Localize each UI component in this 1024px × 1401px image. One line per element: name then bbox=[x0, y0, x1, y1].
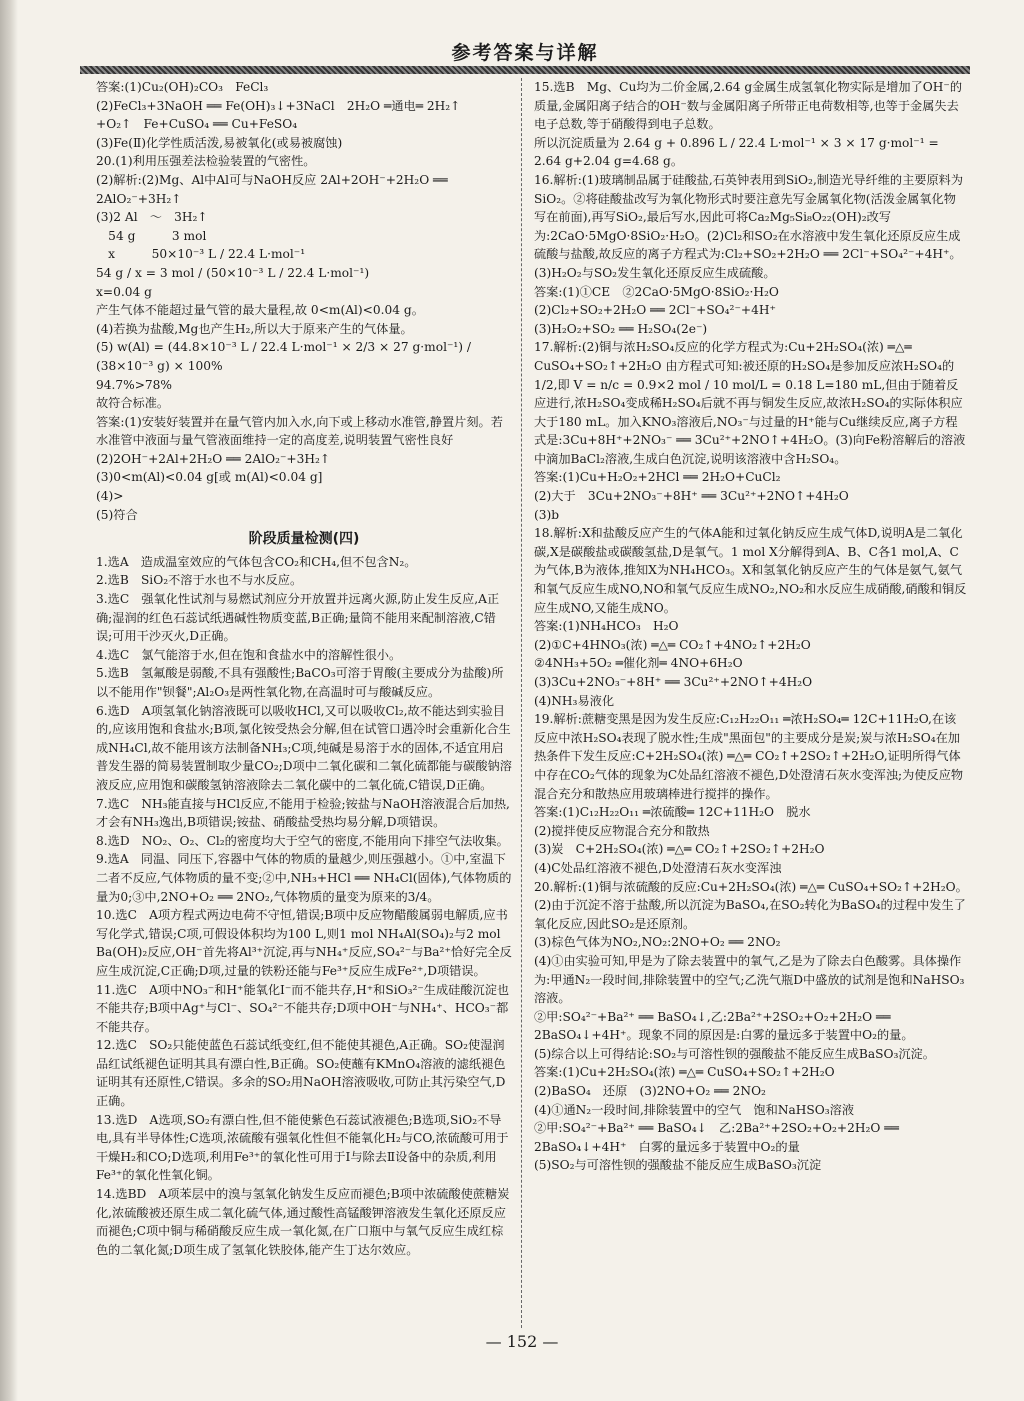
text-line: (2)Cl₂+SO₂+2H₂O ══ 2Cl⁻+SO₄²⁻+4H⁺ bbox=[534, 303, 776, 318]
text-line: 答案:(1)Cu+2H₂SO₄(浓) ═△═ CuSO₄+SO₂↑+2H₂O bbox=[534, 1065, 835, 1080]
text-line: (3)炭 C+2H₂SO₄(浓) ═△═ CO₂↑+2SO₂↑+2H₂O bbox=[534, 842, 825, 857]
page-number: — 152 — bbox=[485, 1332, 559, 1351]
text-line: 1.选A 造成温室效应的气体包含CO₂和CH₄,但不包含N₂。 bbox=[96, 554, 417, 569]
text-line: 9.选A 同温、同压下,容器中气体的物质的量越少,则压强越小。①中,室温下二者不反应,气体物质的量不变;②中,NH₃+HCl ══ NH₄Cl(固体),气体物质的量为0;③中,2NO+O₂ ══ 2NO₂,气体物质的量变为原来的3/4。 bbox=[96, 852, 512, 904]
text-line: (2)搅拌使反应物混合充分和散热 bbox=[534, 823, 710, 838]
text-line: 答案:(1)①CE ②2CaO·5MgO·8SiO₂·H₂O bbox=[534, 284, 779, 299]
text-line: (2)解析:(2)Mg、Al中Al可与NaOH反应 2Al+2OH⁻+2H₂O ══ bbox=[96, 172, 448, 187]
text-line: (3)2 Al ～ 3H₂↑ bbox=[96, 210, 208, 225]
text-line: (2)由于沉淀不溶于盐酸,所以沉淀为BaSO₄,在SO₂转化为BaSO₄的过程中发生了氧化反应,因此SO₂是还原剂。 bbox=[534, 898, 966, 931]
section-title: 阶段质量检测(四) bbox=[248, 531, 360, 548]
left-column-after-section bbox=[96, 553, 512, 1260]
text-line: x 50×10⁻³ L / 22.4 L·mol⁻¹ bbox=[96, 247, 306, 262]
text-line: 16.解析:(1)玻璃制品属于硅酸盐,石英钟表用到SiO₂,制造光导纤维的主要原料为SiO₂。②将硅酸盐改写为氧化物形式时要注意先写金属氧化物(活泼金属氧化物写在前面),再写SiO₂,最后写水,因此可将Ca₂Mg₅Si₈O₂₂(OH)₂改写为:2CaO·5MgO·8SiO₂·H₂O。(2)Cl₂和SO₂在水溶液中发生氧化还原反应生成硫酸与盐酸,故反应的离子方程式为:Cl₂+SO₂+2H₂O ══ 2Cl⁻+SO₄²⁻+4H⁺。(3)H₂O₂与SO₂发生氧化还原反应生成硫酸。 bbox=[534, 172, 964, 280]
text-line: 答案:(1)Cu+H₂O₂+2HCl ══ 2H₂O+CuCl₂ bbox=[534, 470, 781, 485]
text-line: 13.选D A选项,SO₂有漂白性,但不能使紫色石蕊试液褪色;B选项,SiO₂不导电,具有半导体性;C选项,浓硫酸有强氧化性但不能氧化H₂与CO,浓硫酸可用于干燥H₂和CO;D选项,利用Fe³⁺的氧化性可用于Ⅰ与除去Ⅱ设备中的杂质,利用Fe³⁺的氧化性氧化铜。 bbox=[96, 1112, 509, 1183]
text-line: (5)符合 bbox=[96, 507, 138, 522]
text-line: 11.选C A项中NO₃⁻和H⁺能氧化I⁻而不能共存,H⁺和SiO₃²⁻生成硅酸沉淀也不能共存;B项中Ag⁺与Cl⁻、SO₄²⁻不能共存;D项中OH⁻与NH₄⁺、HCO₃⁻都不能共存。 bbox=[96, 982, 510, 1034]
text-line: +O₂↑ Fe+CuSO₄ ══ Cu+FeSO₄ bbox=[96, 117, 298, 132]
text-line: (3)0<m(Al)<0.04 g[或 m(Al)<0.04 g] bbox=[96, 470, 323, 485]
text-line: ②甲:SO₄²⁻+Ba²⁺ ══ BaSO₄↓,乙:2Ba²⁺+2SO₂+O₂+2H₂O ══ 2BaSO₄↓+4H⁺。现象不同的原因是:白雾的量远多于装置中O₂的量。 bbox=[534, 1009, 914, 1043]
text-line: x=0.04 g bbox=[96, 284, 152, 299]
text-line: 20.解析:(1)铜与浓硫酸的反应:Cu+2H₂SO₄(浓) ═△═ CuSO₄+SO₂↑+2H₂O。 bbox=[534, 879, 968, 894]
text-line: 54 g / x = 3 mol / (50×10⁻³ L / 22.4 L·mol⁻¹) bbox=[96, 265, 370, 280]
text-line: 答案:(1)NH₄HCO₃ H₂O bbox=[534, 619, 679, 634]
text-line: 8.选D NO₂、O₂、Cl₂的密度均大于空气的密度,不能用向下排空气法收集。 bbox=[96, 833, 509, 848]
text-line: (2)2OH⁻+2Al+2H₂O ══ 2AlO₂⁻+3H₂↑ bbox=[96, 451, 331, 466]
header-hatch-bar bbox=[80, 66, 970, 74]
text-line: 6.选D A项氢氧化钠溶液既可以吸收HCl,又可以吸收Cl₂,故不能达到实验目的,应该用饱和食盐水;B项,氯化铵受热会分解,但在试管口遇冷时会重新化合生成NH₄Cl,故不能用该方法制备NH₃;C项,纯碱是易溶于水的固体,不适宜用启普发生器的简易装置制取少量CO₂;D项中二氧化碳和二氧化硫都能与碳酸钠溶液反应,应用饱和碳酸氢钠溶液除去二氧化碳中的二氧化硫,C错误,D正确。 bbox=[96, 703, 512, 792]
text-line: ②甲:SO₄²⁻+Ba²⁺ ══ BaSO₄↓ 乙:2Ba²⁺+2SO₂+O₂+2H₂O ══ 2BaSO₄↓+4H⁺ 白雾的量远多于装置中O₂的量 bbox=[534, 1121, 899, 1154]
right-column-body bbox=[534, 78, 968, 1175]
text-line: 10.选C A项方程式两边电荷不守恒,错误;B项中反应物醋酸属弱电解质,应书写化学式,错误;C项,可假设体积均为100 L,则1 mol NH₄Al(SO₄)₂与2 mol Ba(OH)₂反应,OH⁻首先将Al³⁺沉淀,再与NH₄⁺反应,SO₄²⁻与Ba²⁺恰好完全反应生成沉淀,C正确;D项,过量的铁粉还能与Fe³⁺反应生成Fe²⁺,D项错误。 bbox=[96, 908, 512, 978]
text-line: (3)棕色气体为NO₂,NO₂:2NO+O₂ ══ 2NO₂ bbox=[534, 935, 781, 950]
text-line: (2)FeCl₃+3NaOH ══ Fe(OH)₃↓+3NaCl 2H₂O ═通电═ 2H₂↑ bbox=[96, 98, 461, 113]
text-line: (4)NH₃易液化 bbox=[534, 693, 615, 708]
text-line: (4)若换为盐酸,Mg也产生H₂,所以大于原来产生的气体量。 bbox=[96, 321, 413, 336]
text-line: 15.选B Mg、Cu均为二价金属,2.64 g金属生成氢氧化物实际是增加了OH⁻的质量,金属阳离子结合的OH⁻数与金属阳离子所带正电荷数相等,也等于金属失去电子总数,等于硝酸得到电子总数。 bbox=[534, 80, 963, 132]
page-header-title: 参考答案与详解 bbox=[451, 42, 599, 64]
text-line: (3)Fe(Ⅱ)化学性质活泼,易被氧化(或易被腐蚀) bbox=[96, 135, 343, 150]
text-line: (4)C处品红溶液不褪色,D处澄清石灰水变浑浊 bbox=[534, 860, 782, 875]
text-line: (4)①由实验可知,甲是为了除去装置中的氧气,乙是为了除去白色酸雾。具体操作为:甲通N₂一段时间,排除装置中的空气;乙洗气瓶D中盛放的试剂是饱和NaHSO₃溶液。 bbox=[534, 953, 965, 1006]
text-line: 所以沉淀质量为 2.64 g + 0.896 L / 22.4 L·mol⁻¹ × 3 × 17 g·mol⁻¹ = bbox=[534, 135, 939, 150]
page-header bbox=[80, 34, 970, 68]
text-line: (3)b bbox=[534, 507, 560, 522]
text-line: 4.选C 氯气能溶于水,但在饱和食盐水中的溶解性很小。 bbox=[96, 647, 402, 662]
text-line: 94.7%>78% bbox=[96, 377, 173, 392]
text-line: 答案:(1)Cu₂(OH)₂CO₃ FeCl₃ bbox=[96, 80, 269, 94]
text-line: (2)大于 3Cu+2NO₃⁻+8H⁺ ══ 3Cu²⁺+2NO↑+4H₂O bbox=[534, 489, 849, 504]
text-line: 产生气体不能超过量气管的最大量程,故 0<m(Al)<0.04 g。 bbox=[96, 303, 424, 318]
text-line: 19.解析:蔗糖变黑是因为发生反应:C₁₂H₂₂O₁₁ ═浓H₂SO₄═ 12C+11H₂O,在该反应中浓H₂SO₄表现了脱水性;生成"黑面包"的主要成分是炭;炭与浓H₂SO₄在加热条件下发生反应:C+2H₂SO₄(浓) ═△═ CO₂↑+2SO₂↑+2H₂O,证明所得气体中存在CO₂气体的现象为C处品红溶液不褪色,D处澄清石灰水变浑浊;为使反应物混合充分和散热应用玻璃棒进行搅拌的操作。 bbox=[534, 712, 964, 801]
text-line: 答案:(1)安装好装置并在量气管内加入水,向下或上移动水准管,静置片刻。若水准管中液面与量气管液面维持一定的高度差,说明装置气密性良好 bbox=[96, 414, 503, 448]
text-line: 2.选B SiO₂不溶于水也不与水反应。 bbox=[96, 573, 303, 588]
page-binding-shadow bbox=[0, 0, 18, 1401]
text-line: 5.选B 氢氟酸是弱酸,不具有强酸性;BaCO₃可溶于胃酸(主要成分为盐酸)所以不能用作"钡餐";Al₂O₃是两性氧化物,在高温时可与酸碱反应。 bbox=[96, 666, 504, 699]
text-line: 17.解析:(2)铜与浓H₂SO₄反应的化学方程式为:Cu+2H₂SO₄(浓) ═△═ CuSO₄+SO₂↑+2H₂O 由方程式可知:被还原的H₂SO₄是参加反应浓H₂SO₄的1/2,即 V = n/c = 0.9×2 mol / 10 mol/L = 0.18 L=180 mL,但由于随着反应进行,浓H₂SO₄变成稀H₂SO₄后就不再与铜发生反应,故浓H₂SO₄的实际体积应大于180 mL。加入KNO₃溶液后,NO₃⁻与过量的H⁺能与Cu继续反应,离子方程式是:3Cu+8H⁺+2NO₃⁻ ══ 3Cu²⁺+2NO↑+4H₂O。(3)向Fe粉溶解后的溶液中滴加BaCl₂溶液,生成白色沉淀,说明该溶液中含H₂SO₄。 bbox=[534, 340, 966, 466]
text-line: 答案:(1)C₁₂H₂₂O₁₁ ═浓硫酸═ 12C+11H₂O 脱水 bbox=[534, 805, 811, 820]
text-line: 2AlO₂⁻+3H₂↑ bbox=[96, 191, 182, 206]
text-line: (5) w(Al) = (44.8×10⁻³ L / 22.4 L·mol⁻¹ × 2/3 × 27 g·mol⁻¹) / (38×10⁻³ g) × 100% bbox=[96, 340, 472, 373]
left-column-before-section bbox=[96, 78, 512, 524]
text-line: (5)SO₂与可溶性钡的强酸盐不能反应生成BaSO₃沉淀 bbox=[534, 1158, 822, 1173]
right-column bbox=[534, 78, 968, 1328]
text-line: 故符合标准。 bbox=[96, 396, 170, 411]
text-line: (2)①C+4HNO₃(浓) ═△═ CO₂↑+4NO₂↑+2H₂O bbox=[534, 637, 811, 652]
text-line: 20.(1)利用压强差法检验装置的气密性。 bbox=[96, 154, 316, 169]
text-line: (2)BaSO₄ 还原 (3)2NO+O₂ ══ 2NO₂ bbox=[534, 1084, 766, 1099]
left-column bbox=[96, 78, 512, 1328]
text-line: 2.64 g+2.04 g=4.68 g。 bbox=[534, 154, 684, 169]
text-line: (4)①通N₂一段时间,排除装置中的空气 饱和NaHSO₃溶液 bbox=[534, 1102, 855, 1117]
text-line: (4)> bbox=[96, 489, 124, 504]
text-line: (5)综合以上可得结论:SO₂与可溶性钡的强酸盐不能反应生成BaSO₃沉淀。 bbox=[534, 1046, 935, 1061]
text-line: 14.选BD A项苯层中的溴与氢氧化钠发生反应而褪色;B项中浓硫酸使蔗糖炭化,浓硫酸被还原生成二氧化硫气体,通过酸性高锰酸钾溶液发生氧化还原反应而褪色;C项中铜与稀硝酸反应生成一氧化氮,在广口瓶中与氧气反应生成红棕色的二氧化氮;D项生成了氢氧化铁胶体,能产生丁达尔效应。 bbox=[96, 1187, 510, 1257]
text-line: (3)3Cu+2NO₃⁻+8H⁺ ══ 3Cu²⁺+2NO↑+4H₂O bbox=[534, 675, 813, 689]
text-line: 7.选C NH₃能直接与HCl反应,不能用于检验;铵盐与NaOH溶液混合后加热,才会有NH₃逸出,B项错误;铵盐、硝酸盐受热均易分解,D项错误。 bbox=[96, 796, 510, 830]
text-line: 12.选C SO₂只能使蓝色石蕊试纸变红,但不能使其褪色,A正确。SO₂使湿润品红试纸褪色证明其具有漂白性,B正确。SO₂使蘸有KMnO₄溶液的滤纸褪色证明其有还原性,C错误。多余的SO₂用NaOH溶液吸收,可防止其污染空气,D正确。 bbox=[96, 1038, 506, 1109]
text-line: ②4NH₃+5O₂ ═催化剂═ 4NO+6H₂O bbox=[534, 656, 743, 671]
text-line: 54 g 3 mol bbox=[96, 228, 207, 243]
text-line: 3.选C 强氧化性试剂与易燃试剂应分开放置并远离火源,防止发生反应,A正确;湿润的红色石蕊试纸遇碱性物质变蓝,B正确;量筒不能用来配制溶液,C错误;可用干沙灭火,D正确。 bbox=[96, 592, 500, 644]
text-line: (3)H₂O₂+SO₂ ══ H₂SO₄(2e⁻) bbox=[534, 321, 708, 336]
column-divider bbox=[521, 78, 522, 1328]
text-line: 18.解析:X和盐酸反应产生的气体A能和过氧化钠反应生成气体D,说明A是二氧化碳,X是碳酸盐或碳酸氢盐,D是氧气。1 mol X分解得到A、B、C各1 mol,A、C为气体,B为液体,推知X为NH₄HCO₃。X和氢氧化钠反应产生的气体是氨气,氨气和氧气反应生成NO,NO和氧气反应生成NO₂,NO₂和水反应生成硝酸,硝酸和铜反应生成NO,又能生成NO。 bbox=[534, 526, 967, 615]
